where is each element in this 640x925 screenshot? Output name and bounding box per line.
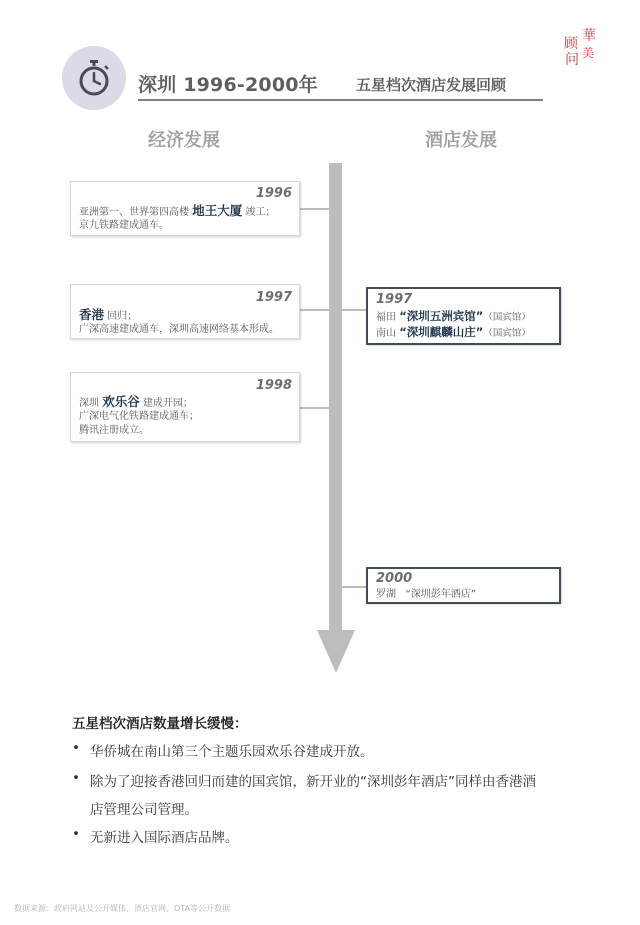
event-text: 竣工；	[242, 207, 276, 218]
event-line	[79, 204, 275, 219]
timeline-axis	[329, 163, 342, 631]
hotel-card-2000	[366, 567, 561, 604]
event-text: 回归；	[104, 311, 138, 322]
event-line	[79, 395, 193, 410]
connector-left-1998	[300, 407, 329, 409]
hotel-name: “深圳麒麟山庄”	[399, 325, 484, 339]
event-highlight: 地王大厦	[192, 203, 243, 218]
event-card-1998	[70, 372, 300, 442]
hotel-line: 罗湖 “深圳彭年酒店”	[376, 589, 476, 600]
event-year: 2000	[376, 571, 413, 586]
brand-seal	[562, 29, 602, 69]
event-text: 深圳	[79, 398, 103, 409]
summary-bullet-1: 华侨城在南山第三个主题乐园欢乐谷建成开放。	[90, 744, 374, 760]
event-year: 1998	[255, 378, 292, 393]
hotel-tag: （国宾馆）	[483, 312, 531, 323]
seal-char: 華	[582, 28, 596, 44]
connector-left-1997	[300, 309, 329, 311]
event-year: 1997	[376, 292, 413, 307]
event-highlight: 香港	[79, 307, 105, 322]
page-title	[138, 68, 543, 101]
event-year: 1997	[255, 290, 292, 305]
summary-bullet-3: 无新进入国际酒店品牌。	[90, 830, 239, 846]
stopwatch-icon	[76, 59, 112, 97]
event-line: 腾讯注册成立。	[79, 425, 149, 436]
bullet-marker: •	[72, 826, 80, 842]
event-year: 1996	[255, 186, 292, 201]
summary-title: 五星档次酒店数量增长缓慢：	[72, 716, 248, 732]
hotel-line	[376, 310, 531, 324]
column-header-hotel: 酒店发展	[425, 130, 497, 151]
bullet-marker: •	[72, 770, 80, 786]
hotel-location: 福田	[376, 312, 400, 323]
event-line: 广深电气化铁路建成通车；	[79, 411, 199, 422]
hotel-name: “深圳五洲宾馆”	[399, 309, 484, 323]
hotel-card-1997	[366, 287, 561, 345]
hotel-location: 南山	[376, 328, 400, 339]
summary-bullet-2-cont: 店管理公司管理。	[90, 802, 198, 818]
event-text: 建成开园；	[139, 398, 193, 409]
hotel-line	[376, 326, 531, 340]
connector-left-1996	[300, 208, 329, 210]
title-sub: 五星档次酒店发展回顾	[356, 76, 507, 94]
seal-char: 顾	[564, 36, 578, 52]
event-card-1996	[70, 181, 300, 236]
data-source-footer: 数据来源：政府网站及公开媒体、酒店官网、OTA等公开数据	[14, 904, 231, 913]
bullet-marker: •	[72, 740, 80, 756]
hotel-tag: （国宾馆）	[483, 328, 531, 339]
event-line: 京九铁路建成通车。	[79, 220, 169, 231]
event-line: 广深高速建成通车，深圳高速网络基本形成。	[79, 324, 279, 335]
event-card-1997	[70, 284, 300, 339]
column-header-economy: 经济发展	[148, 130, 220, 151]
event-text: 亚洲第一、世界第四高楼	[79, 207, 193, 218]
connector-right-2000	[342, 586, 366, 588]
connector-right-1997	[342, 309, 366, 311]
event-highlight: 欢乐谷	[102, 394, 140, 409]
summary-bullet-2: 除为了迎接香港回归而建的国宾馆，新开业的“深圳彭年酒店”同样由香港酒	[90, 774, 536, 790]
event-line	[79, 308, 137, 323]
clock-badge	[62, 46, 126, 110]
timeline-arrowhead	[317, 630, 355, 673]
seal-char: 问	[565, 52, 579, 68]
title-main: 深圳 1996-2000年	[138, 74, 318, 96]
seal-char: 美	[582, 46, 595, 60]
